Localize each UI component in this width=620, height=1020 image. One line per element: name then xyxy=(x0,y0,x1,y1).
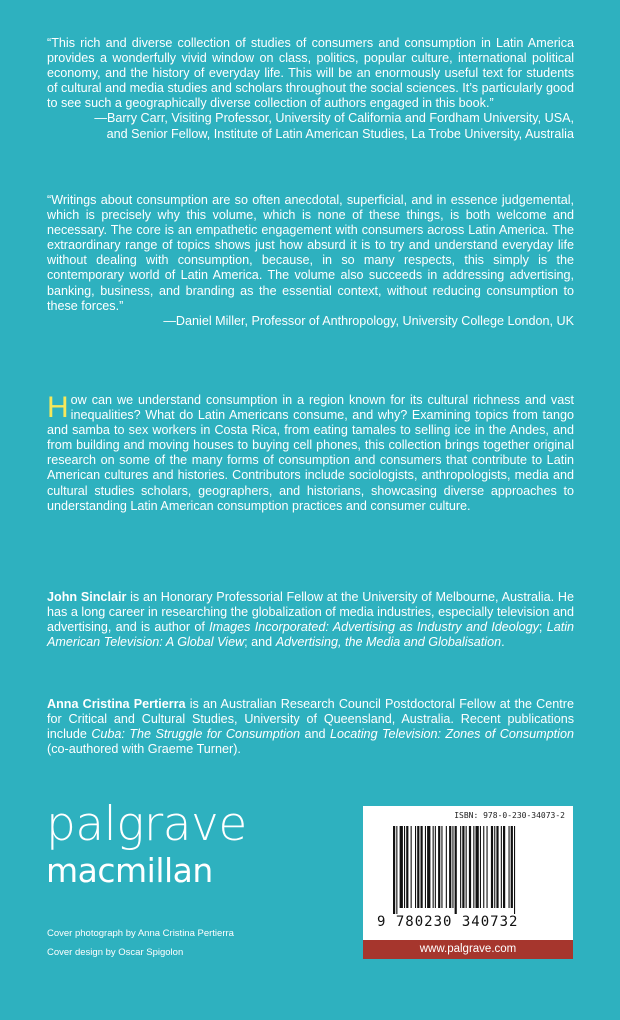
book-title: Latin American Television: A Global View xyxy=(47,620,575,650)
book-title: Advertising, the Media and Globalisation xyxy=(275,635,502,650)
quote-text: “Writings about consumption are so often anecdotal, superficial, and in essence judgemental, which is precisely why this volume, which is none of these things, is both welcome and necessary. The core is an empathetic engagement with consumers across Latin America. The extraordinary range of topics shows just how absurd it is to try and understand everyday life without dealing with consumption, because, in so many respects, this simply is the contemporary world of Latin America. The volume also succeeds in addressing advertising, banking, business, and branding as the essential context, without reducing consumption to these forces.” xyxy=(47,193,574,313)
publisher-logo-line2: macmillan xyxy=(46,851,213,890)
publisher-logo xyxy=(46,797,247,890)
quote-text: “This rich and diverse collection of studies of consumers and consumption in Latin America provides a wonderfully vivid window on class, politics, popular culture, international political economy, and the history of everyday life. This will be an enormously useful text for students of cultural and media studies and scholars throughout the social sciences. It’s particularly good to see such a geographically diverse collection of authors engaged in this book.” xyxy=(47,36,574,111)
endorsement-quote-miller xyxy=(47,193,574,329)
bio-text: is an Honorary Professorial Fellow at the University of Melbourne, Australia. He has a long career in researching the globalization of media industries, especially television and advertising, and is author of xyxy=(47,590,574,635)
bio-text: . xyxy=(501,635,505,650)
publisher-logo-line1: palgrave xyxy=(46,797,247,852)
quote-attribution: —Barry Carr, Visiting Professor, University of California and Fordham University, USA, xyxy=(94,111,574,126)
description-text: ow can we understand consumption in a region known for its cultural richness and vast inequalities? What do Latin Americans consume, and why? Examining topics from tango and samba to sex workers in Costa Rica, from eating tamales to selling ice in the Andes, and from building and moving houses to buying cell phones, this collection brings together original research on some of the many forms of consumption and consumers that contribute to Latin American cultures and histories. Contributors include sociologists, anthropologists, media and cultural studies scholars, geographers, and historians, showcasing diverse approaches to understanding Latin American consumption practices and consumer culture. xyxy=(47,393,574,513)
author-bio-pertierra xyxy=(47,697,574,757)
book-title: Cuba: The Struggle for Consumption xyxy=(91,727,301,742)
publisher-url: www.palgrave.com xyxy=(363,940,573,959)
author-bio-sinclair xyxy=(47,590,574,650)
book-title: Locating Television: Zones of Consumption xyxy=(329,727,574,742)
bio-text: and xyxy=(300,727,330,742)
drop-cap: H xyxy=(47,391,69,424)
barcode-box xyxy=(363,806,573,940)
bio-text: ; and xyxy=(244,635,276,650)
book-description xyxy=(47,393,574,514)
book-title: Images Incorporated: Advertising as Industry and Ideology xyxy=(209,620,539,635)
barcode-icon xyxy=(393,826,553,914)
bio-text: (co-authored with Graeme Turner). xyxy=(47,742,241,757)
cover-credits xyxy=(47,924,234,962)
isbn-label: ISBN: 978-0-230-34073-2 xyxy=(454,811,565,820)
quote-attribution: and Senior Fellow, Institute of Latin American Studies, La Trobe University, Australia xyxy=(106,126,574,141)
bio-text: is an Australian Research Council Postdoctoral Fellow at the Centre for Critical and Cultural Studies, University of Queensland, Australia. Recent publications include xyxy=(47,697,574,742)
author-name: John Sinclair xyxy=(47,590,127,604)
endorsement-quote-carr xyxy=(47,36,574,142)
author-name: Anna Cristina Pertierra xyxy=(47,697,186,711)
bio-text: ; xyxy=(538,620,547,635)
photo-credit: Cover photograph by Anna Cristina Pertierra xyxy=(47,928,234,939)
design-credit: Cover design by Oscar Spigolon xyxy=(47,947,184,958)
barcode-number: 9 780230 340732 xyxy=(377,914,519,930)
quote-attribution: —Daniel Miller, Professor of Anthropology, University College London, UK xyxy=(163,313,574,328)
